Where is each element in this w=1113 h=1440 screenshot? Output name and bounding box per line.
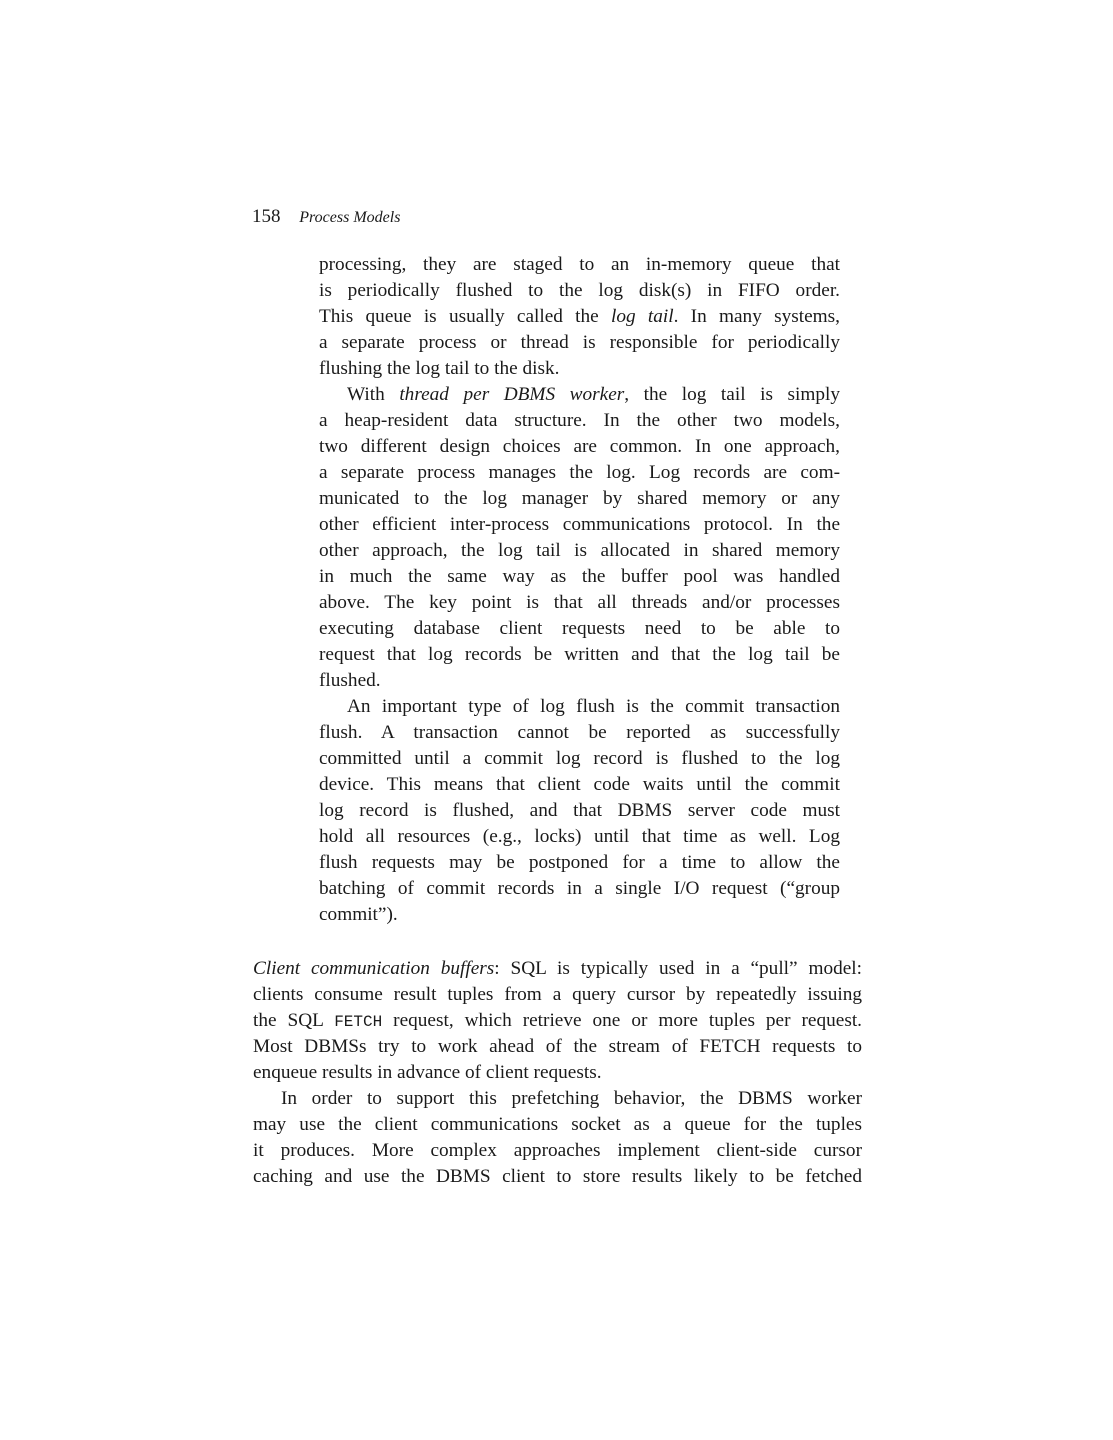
text-span: a heap-resident data structure. In the other two models, — [319, 410, 840, 431]
italic-text: log tail — [611, 306, 674, 327]
code-text: FETCH — [334, 1013, 383, 1031]
text-line — [319, 798, 840, 824]
text-span: In order to support this prefetching behavior, the DBMS worker — [281, 1088, 862, 1109]
text-line — [319, 304, 840, 330]
text-span: committed until a commit log record is flushed to the log — [319, 748, 840, 769]
text-span: executing database client requests need to be able to — [319, 618, 840, 639]
text-span: caching and use the DBMS client to store results likely to be fetched — [253, 1166, 862, 1187]
text-span: flushing the log tail to the disk. — [319, 358, 560, 379]
text-line — [319, 876, 840, 902]
text-line — [253, 1034, 862, 1060]
text-line — [319, 408, 840, 434]
text-span: the SQL — [253, 1010, 335, 1031]
text-span: processing, they are staged to an in-memory queue that — [319, 254, 840, 275]
text-span: request that log records be written and that the log tail be — [319, 644, 840, 665]
text-line — [319, 694, 840, 720]
text-span: may use the client communications socket as a queue for the tuples — [253, 1114, 862, 1135]
text-line — [319, 486, 840, 512]
text-line — [253, 1164, 862, 1190]
text-span: other approach, the log tail is allocated in shared memory — [319, 540, 840, 561]
text-span: An important type of log flush is the commit transaction — [347, 696, 840, 717]
text-span: in much the same way as the buffer pool was handled — [319, 566, 840, 587]
text-span: two different design choices are common. In one approach, — [319, 436, 840, 457]
text-span: a separate process or thread is responsible for periodically — [319, 332, 840, 353]
text-line — [253, 1060, 862, 1086]
text-line — [319, 512, 840, 538]
text-span: . In many systems, — [673, 306, 840, 327]
text-span: flushed. — [319, 670, 381, 691]
text-span: a separate process manages the log. Log records are com- — [319, 462, 840, 483]
text-line — [253, 1008, 862, 1034]
page-number: 158 — [252, 206, 281, 227]
text-line — [319, 720, 840, 746]
text-span: request, which retrieve one or more tuples per request. — [382, 1010, 862, 1031]
text-line — [253, 956, 862, 982]
italic-text: Client communication buffers — [253, 958, 495, 979]
text-span: enqueue results in advance of client requests. — [253, 1062, 602, 1083]
text-line — [319, 252, 840, 278]
text-line — [319, 382, 840, 408]
italic-text: thread per DBMS worker — [399, 384, 625, 405]
text-span: flush requests may be postponed for a time to allow the — [319, 852, 840, 873]
text-span: This queue is usually called the — [319, 306, 611, 327]
text-span: it produces. More complex approaches implement client-side cursor — [253, 1140, 862, 1161]
text-line — [319, 772, 840, 798]
text-span: commit”). — [319, 904, 398, 925]
text-line — [319, 850, 840, 876]
text-span: hold all resources (e.g., locks) until that time as well. Log — [319, 826, 840, 847]
text-line — [319, 590, 840, 616]
text-line — [319, 538, 840, 564]
text-line — [319, 902, 840, 928]
text-span: device. This means that client code waits until the commit — [319, 774, 840, 795]
text-line — [319, 356, 840, 382]
text-span: With — [347, 384, 400, 405]
text-line — [319, 564, 840, 590]
running-title: Process Models — [299, 209, 401, 226]
text-span: Most DBMSs try to work ahead of the stream of FETCH requests to — [253, 1036, 862, 1057]
text-span: above. The key point is that all threads and/or processes — [319, 592, 840, 613]
text-span: clients consume result tuples from a query cursor by repeatedly issuing — [253, 984, 862, 1005]
text-line — [319, 746, 840, 772]
text-line — [319, 824, 840, 850]
text-line — [253, 1112, 862, 1138]
running-header — [252, 206, 400, 228]
text-line — [319, 434, 840, 460]
text-line — [253, 1086, 862, 1112]
text-span: batching of commit records in a single I/O request (“group — [319, 878, 840, 899]
text-span: : SQL is typically used in a “pull” model: — [494, 958, 862, 979]
text-span: log record is flushed, and that DBMS server code must — [319, 800, 840, 821]
text-span: , the log tail is simply — [624, 384, 840, 405]
indented-text-block — [319, 252, 840, 928]
text-span: municated to the log manager by shared memory or any — [319, 488, 840, 509]
text-line — [319, 616, 840, 642]
text-span: is periodically flushed to the log disk(s) in FIFO order. — [319, 280, 840, 301]
text-span: other efficient inter-process communications protocol. In the — [319, 514, 840, 535]
text-line — [319, 460, 840, 486]
text-line — [319, 278, 840, 304]
text-line — [319, 330, 840, 356]
text-line — [253, 982, 862, 1008]
text-line — [319, 642, 840, 668]
body-text-block — [253, 956, 862, 1190]
text-line — [319, 668, 840, 694]
text-line — [253, 1138, 862, 1164]
text-span: flush. A transaction cannot be reported as successfully — [319, 722, 840, 743]
